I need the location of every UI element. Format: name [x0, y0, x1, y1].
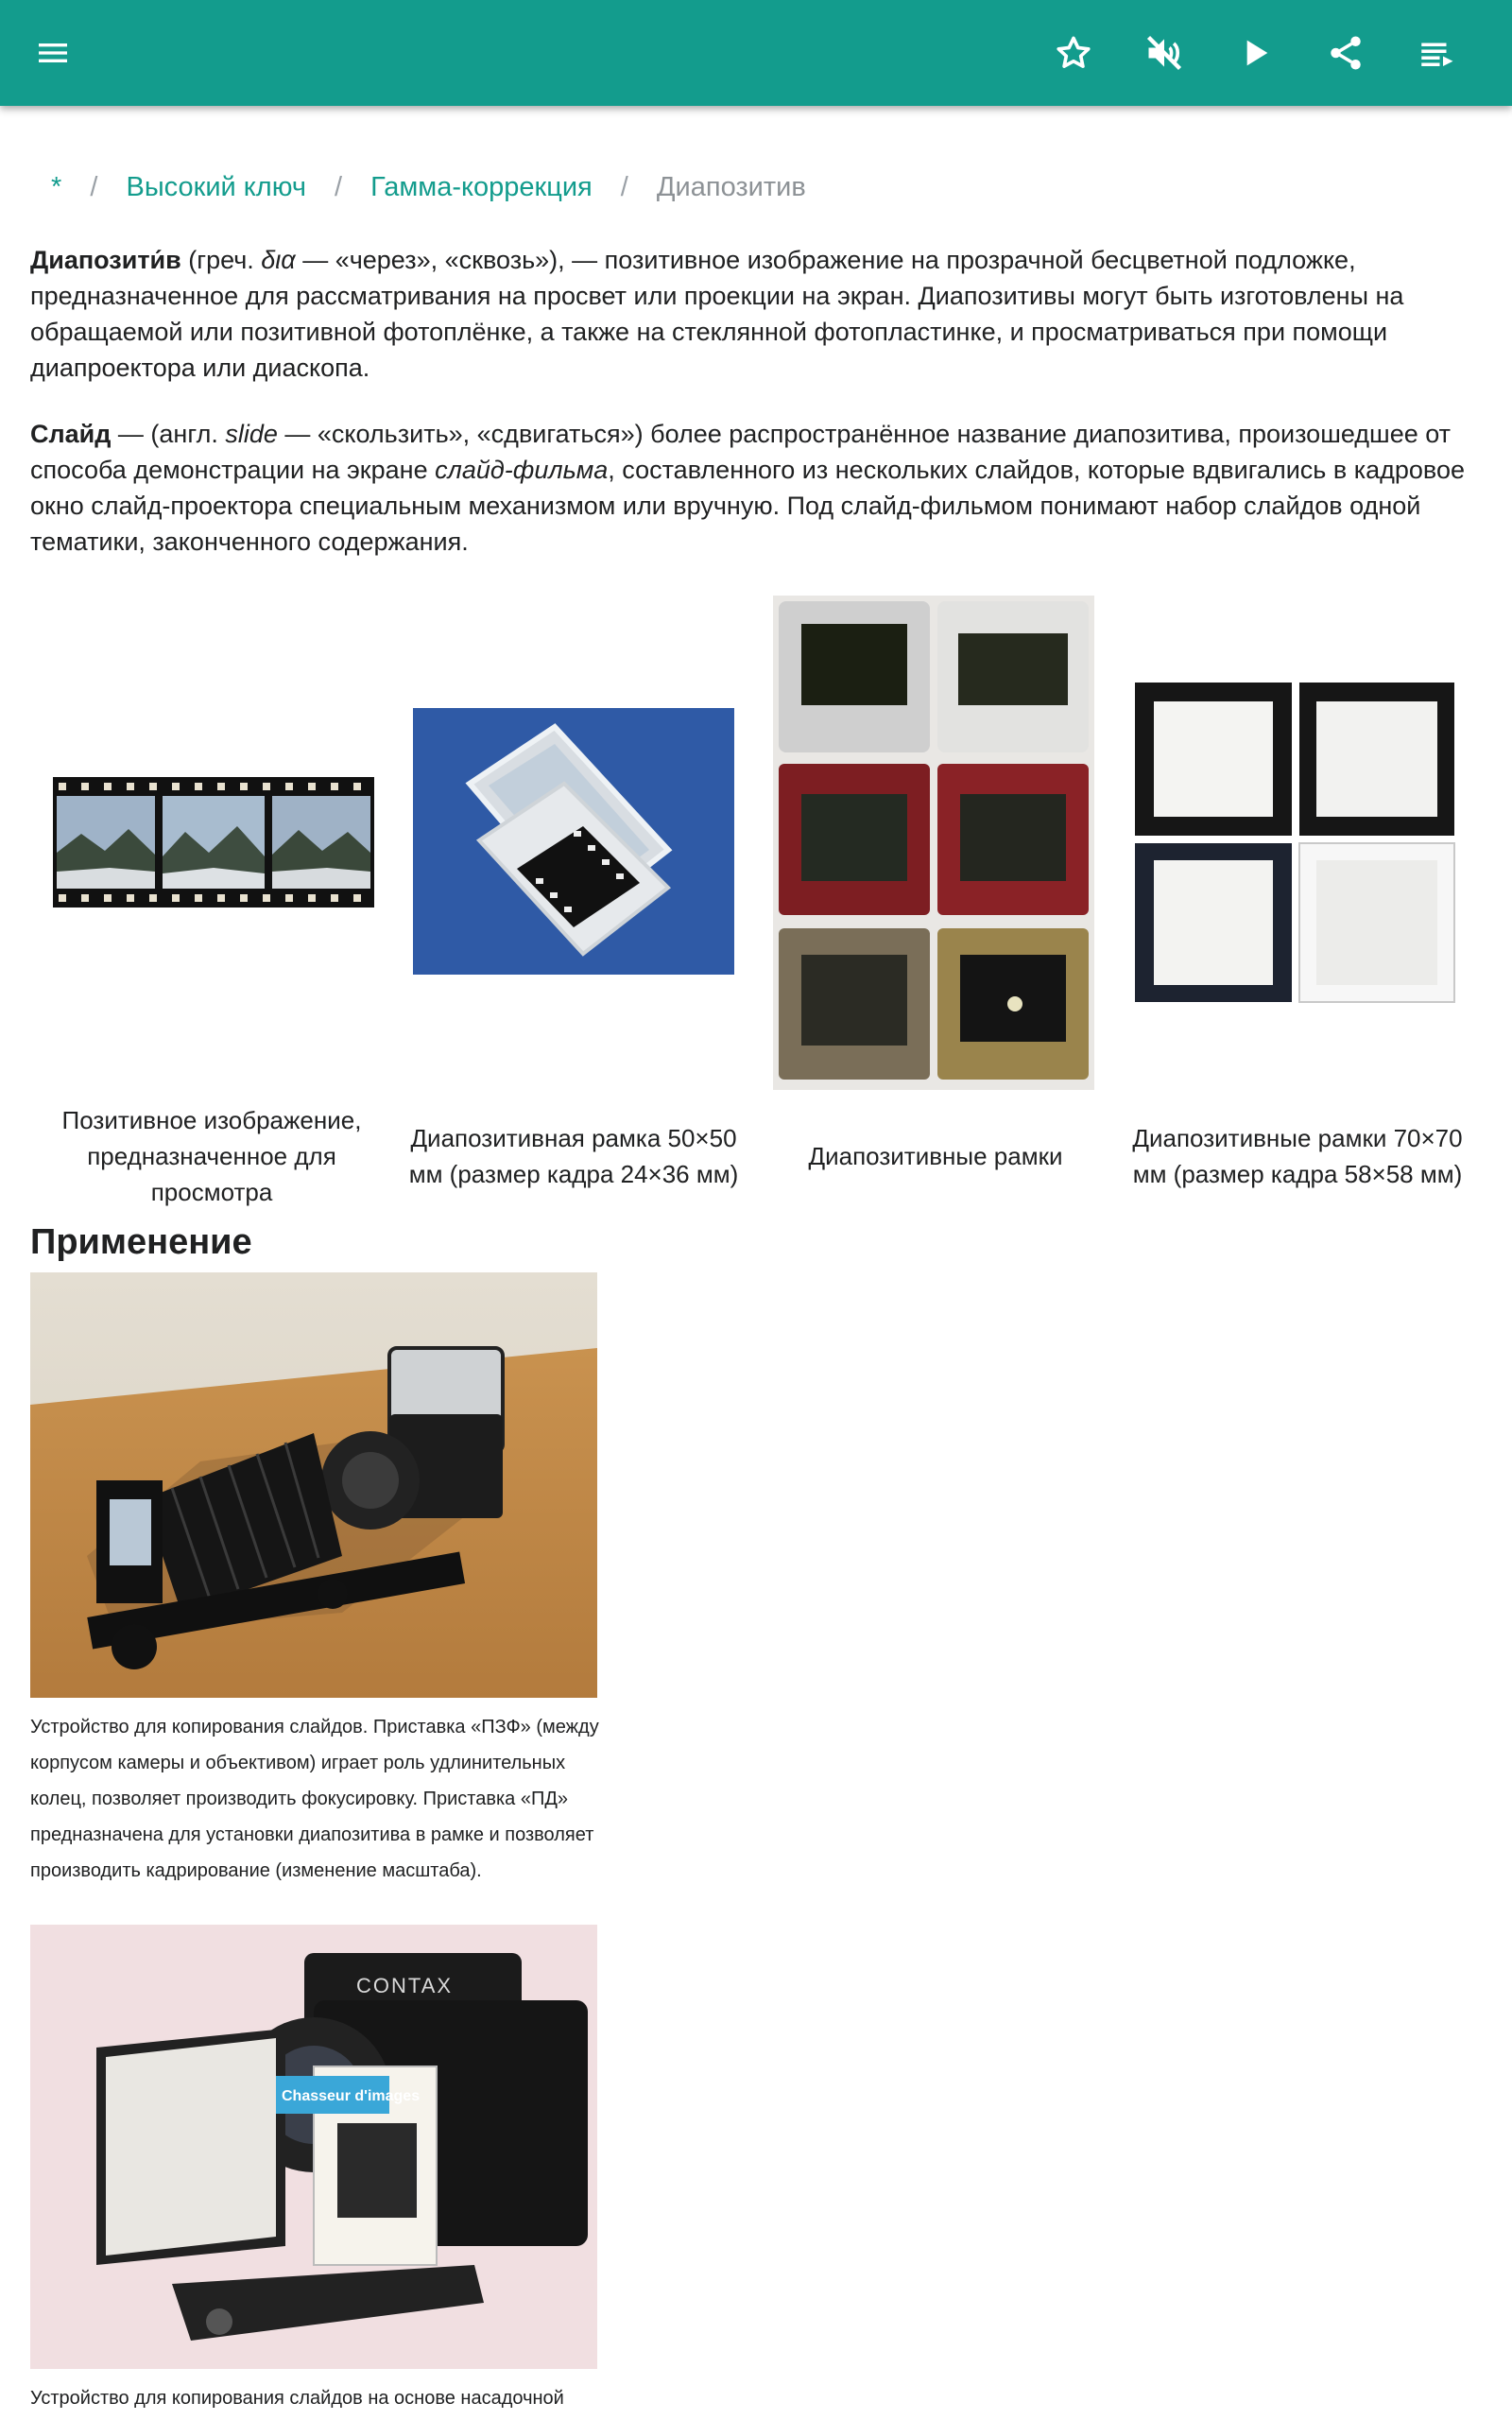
- intro-paragraph: [30, 242, 1486, 386]
- section-heading-application: Применение: [30, 1222, 252, 1262]
- contax-brand-label: CONTAX: [356, 1974, 454, 1997]
- term-diapositive: Диапозити́в: [30, 246, 181, 274]
- play-icon[interactable]: [1228, 26, 1281, 79]
- breadcrumb: [51, 168, 806, 206]
- text: — (англ.: [111, 420, 226, 448]
- playlist-icon[interactable]: [1410, 26, 1463, 79]
- gallery-caption: Позитивное изображение, предназначенное для просмотра: [61, 1106, 362, 1206]
- breadcrumb-home[interactable]: *: [51, 172, 62, 202]
- volume-off-icon[interactable]: [1138, 26, 1191, 79]
- gallery-image-slide-frames[interactable]: [773, 596, 1094, 1090]
- breadcrumb-current: Диапозитив: [656, 172, 806, 202]
- gallery-image-slide-mount[interactable]: [413, 708, 734, 975]
- text: , составленного из нескольких слайдов, которые вдвигались в кадровое окно слайд-проектора специальным механизмом или вручную. Под слайд-фильмом понимают набор слайдов одной тематики, законченного содержания.: [30, 456, 1465, 556]
- breadcrumb-item-high-key[interactable]: Высокий ключ: [126, 172, 306, 202]
- text: (греч.: [180, 246, 262, 274]
- gallery-image-70mm-frames[interactable]: [1133, 681, 1457, 1005]
- breadcrumb-separator: /: [620, 172, 628, 202]
- text: — «скользить», «сдвигаться») более распространённое название диапозитива, произошедшее от способа демонстрации на экране: [30, 420, 1452, 484]
- text: — «через», «сквозь»), — позитивное изображение на прозрачной бесцветной подложке, предназначенное для рассматривания на просвет или проекции на экран. Диапозитивы могут быть изготовлены на обращаемой или позитивной фотоплёнке, а также на стеклянной фотопластинке, и просматриваться при помощи диапроектора или диаскопа.: [30, 246, 1404, 382]
- gallery-caption: Диапозитивные рамки: [808, 1142, 1063, 1170]
- figure-caption: Устройство для копирования слайдов на основе насадочной: [30, 2388, 564, 2409]
- english-word: slide: [225, 420, 278, 448]
- figure-contax-copier-image[interactable]: [30, 1925, 597, 2369]
- term-slide: Слайд: [30, 420, 112, 448]
- star-outline-icon[interactable]: [1047, 26, 1100, 79]
- gallery-image-filmstrip[interactable]: [53, 777, 374, 908]
- figure-caption: Устройство для копирования слайдов. Приставка «ПЗФ» (между корпусом камеры и объективом) играет роль удлинительных колец, позволяет производить фокусировку. Приставка «ПД» предназначена для установки диапозитива в рамке и позволяет производить кадрирование (изменение масштаба).: [30, 1717, 599, 1881]
- share-icon[interactable]: [1319, 26, 1372, 79]
- figure-bellows-copier-image[interactable]: [30, 1272, 597, 1698]
- gallery-caption: Диапозитивная рамка 50×50 мм (размер кадра 24×36 мм): [408, 1124, 739, 1188]
- slide-paragraph: [30, 416, 1486, 560]
- link-slide-film[interactable]: слайд-фильма: [435, 456, 609, 484]
- app-toolbar: [0, 0, 1512, 106]
- greek-word: δια: [261, 246, 296, 274]
- slide-label: Chasseur d'images: [282, 2088, 421, 2104]
- breadcrumb-separator: /: [335, 172, 343, 202]
- menu-icon[interactable]: [26, 26, 79, 79]
- gallery-caption: Диапозитивные рамки 70×70 мм (размер кадра 58×58 мм): [1132, 1124, 1463, 1188]
- breadcrumb-separator: /: [90, 172, 98, 202]
- breadcrumb-item-gamma[interactable]: Гамма-коррекция: [370, 172, 593, 202]
